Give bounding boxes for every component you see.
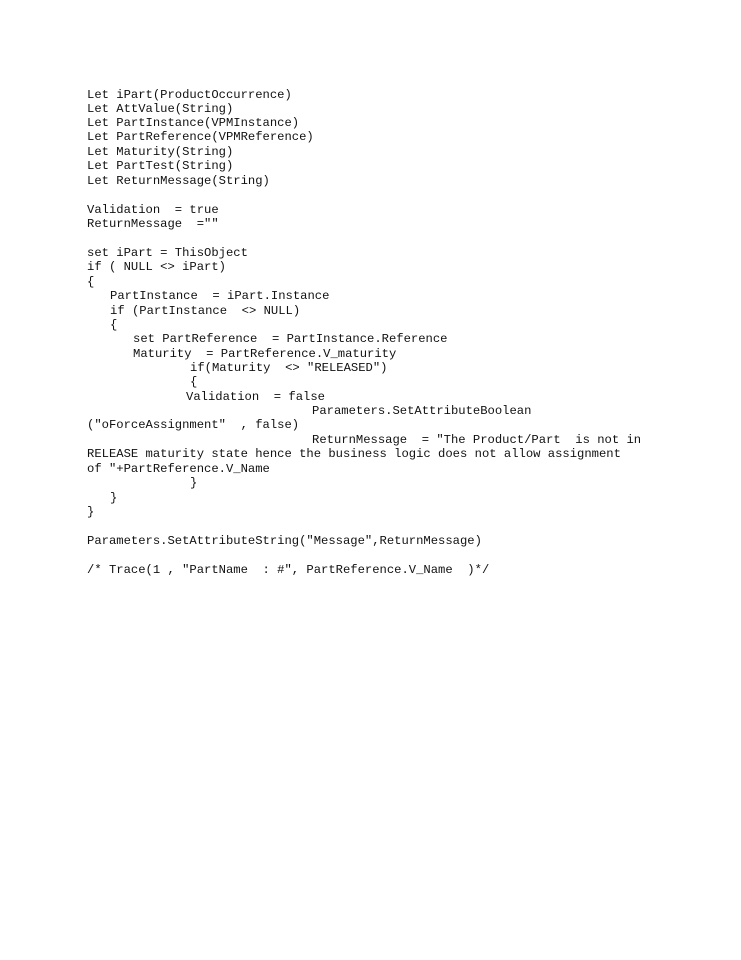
code-line-close-brace: }: [87, 505, 95, 519]
code-line-let-partreference: Let PartReference(VPMReference): [87, 130, 314, 144]
code-line-if-partinstance: if (PartInstance <> NULL): [110, 304, 301, 318]
code-line-let-attvalue: Let AttValue(String): [87, 102, 234, 116]
code-line-let-parttest: Let PartTest(String): [87, 159, 234, 173]
code-line-set-attribute-boolean: Parameters.SetAttributeBoolean: [312, 404, 532, 418]
code-line-returnmessage-assign: ReturnMessage = "The Product/Part is not in: [312, 433, 642, 447]
code-line-trace-comment: /* Trace(1 , "PartName : #", PartReference.V_Name )*/: [87, 563, 490, 577]
code-line-close-brace: }: [110, 491, 118, 505]
code-line-let-returnmessage: Let ReturnMessage(String): [87, 174, 270, 188]
code-line-validation-false: Validation = false: [186, 390, 325, 404]
code-line-if-maturity: if(Maturity <> "RELEASED"): [190, 361, 388, 375]
code-line-set-partreference: set PartReference = PartInstance.Reference: [133, 332, 448, 346]
code-line-set-ipart: set iPart = ThisObject: [87, 246, 248, 260]
code-line-returnmessage-init: ReturnMessage ="": [87, 217, 219, 231]
code-line-if-ipart: if ( NULL <> iPart): [87, 260, 226, 274]
code-line-validation-true: Validation = true: [87, 203, 219, 217]
code-line-let-partinstance: Let PartInstance(VPMInstance): [87, 116, 300, 130]
code-line-let-maturity: Let Maturity(String): [87, 145, 234, 159]
code-line-open-brace: {: [87, 275, 95, 289]
code-line-part-name: of "+PartReference.V_Name: [87, 462, 270, 476]
code-line-partinstance-assign: PartInstance = iPart.Instance: [110, 289, 330, 303]
code-line-let-ipart: Let iPart(ProductOccurrence): [87, 88, 292, 102]
code-line-open-brace: {: [190, 375, 198, 389]
code-line-force-assignment: ("oForceAssignment" , false): [87, 418, 300, 432]
code-line-open-brace: {: [110, 318, 118, 332]
code-line-close-brace: }: [190, 476, 198, 490]
code-line-set-attribute-string: Parameters.SetAttributeString("Message",ReturnMessage): [87, 534, 482, 548]
code-line-maturity-assign: Maturity = PartReference.V_maturity: [133, 347, 397, 361]
code-line-release-maturity: RELEASE maturity state hence the business logic does not allow assignment: [87, 447, 621, 461]
